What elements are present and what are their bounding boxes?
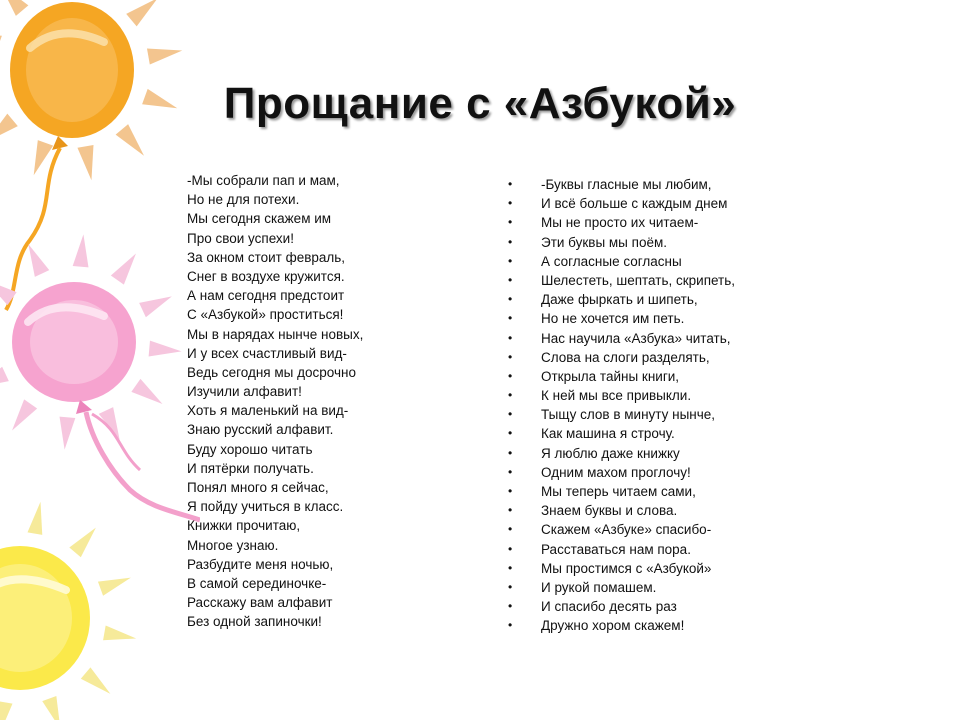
bullet-icon: • [508, 330, 513, 345]
bullet-icon: • [508, 311, 513, 326]
poem-line: За окном стоит февраль, [187, 249, 346, 265]
sun-ray [69, 528, 96, 558]
poem-line [508, 463, 735, 482]
poem-line [508, 540, 735, 559]
poem-line-text: Эти буквы мы поём. [541, 234, 667, 250]
poem-line: -Мы собрали пап и мам, [187, 173, 340, 188]
bullet-icon: • [508, 579, 513, 594]
bullet-icon: • [508, 464, 513, 479]
sun-ray [0, 32, 2, 51]
sun-ray [0, 701, 13, 720]
poem-line-text: Открыла тайны книги, [541, 368, 680, 384]
sun-ray [99, 407, 120, 440]
bullet-icon: • [508, 426, 513, 441]
bullet-icon: • [508, 177, 513, 191]
poem-line-text: Расставаться нам пора. [541, 541, 691, 557]
sun-ray [73, 234, 89, 267]
poem-line-text: Шелестеть, шептать, скрипеть, [541, 272, 736, 288]
poem-line [508, 616, 735, 635]
poem-line [508, 271, 735, 290]
poem-line: Хоть я маленький на вид- [187, 403, 349, 419]
poem-line: Я пойду учиться в класс. [187, 499, 344, 515]
poem-line-text: Знаем буквы и слова. [541, 503, 678, 519]
poem-line [508, 290, 735, 309]
sun-ray [149, 341, 182, 357]
sun-ray [27, 502, 42, 535]
poem-line: Мы в нарядах нынче новых, [187, 326, 364, 342]
poem-line-text: Слова на слоги разделять, [541, 349, 710, 365]
poem-line-text: Тыщу слов в минуту нынче, [541, 407, 716, 423]
poem-line: Снег в воздухе кружится. [187, 268, 345, 284]
poem-line [508, 405, 735, 424]
sun-ray [12, 399, 37, 430]
bullet-icon: • [508, 522, 513, 537]
poem-line-text: Но не хочется им петь. [541, 311, 685, 327]
poem-line [508, 482, 735, 501]
bullet-icon: • [508, 484, 513, 498]
bullet-icon: • [508, 599, 513, 614]
sun-ray [126, 0, 158, 26]
poem-line [508, 194, 735, 213]
poem-line [508, 559, 735, 578]
poem-line: Но не для потехи. [187, 192, 300, 208]
poem-line [508, 520, 735, 539]
poem-line-text: И рукой помашем. [541, 579, 657, 595]
poem-line [508, 233, 735, 252]
sun-ray [59, 417, 75, 450]
pink-balloon-icon [0, 234, 200, 520]
bullet-icon: • [508, 560, 513, 575]
yellow-balloon-icon [0, 502, 136, 720]
bullet-icon: • [508, 253, 513, 268]
poem-line: А нам сегодня предстоит [187, 288, 345, 304]
poem-line: И пятёрки получать. [187, 460, 314, 476]
poem-line [508, 424, 735, 443]
poem-line-text: Я люблю даже книжку [541, 445, 680, 461]
poem-line [508, 367, 735, 386]
poem-line-text: Мы теперь читаем сами, [541, 484, 696, 499]
bullet-icon: • [508, 196, 513, 211]
poem-line: С «Азбукой» проститься! [187, 307, 344, 323]
sun-ray [0, 367, 9, 388]
page-title: Прощание с «Азбукой» [223, 79, 737, 128]
sun-ray [139, 296, 172, 317]
poem-line: Про свои успехи! [187, 230, 294, 246]
bullet-icon: • [508, 234, 513, 249]
poem-line: Изучили алфавит! [187, 384, 302, 400]
bullet-icon: • [508, 503, 513, 518]
poem-line-text: И всё больше с каждым днем [541, 196, 728, 212]
poem-line: Ведь сегодня мы досрочно [187, 364, 356, 380]
poem-line: Книжки прочитаю, [187, 518, 301, 534]
poem-line: В самой серединочке- [187, 575, 327, 591]
poem-line: Разбудите меня ночью, [187, 556, 334, 572]
bullet-icon: • [508, 541, 513, 556]
poem-line: Знаю русский алфавит. [187, 422, 334, 438]
poem-line-text: А согласные согласны [541, 253, 682, 269]
poem-line [508, 444, 735, 463]
poem-line-text: -Буквы гласные мы любим, [541, 177, 712, 192]
poem-line: Понял много я сейчас, [187, 480, 329, 495]
sun-ray [77, 145, 93, 180]
bullet-icon: • [508, 407, 513, 422]
sun-ray [131, 379, 162, 404]
sun-ray [98, 578, 131, 596]
sun-ray [42, 696, 60, 720]
bullet-icon: • [508, 272, 513, 287]
poem-line [508, 252, 735, 271]
poem-line-text: Как машина я строчу. [541, 426, 675, 442]
poem-line: Буду хорошо читать [187, 441, 313, 457]
poem-line-text: Дружно хором скажем! [541, 618, 685, 634]
poem-left-column [187, 171, 363, 632]
poem-line: Без одной запиночки! [187, 614, 322, 630]
poem-line: Мы сегодня скажем им [187, 211, 332, 227]
poem-line: Расскажу вам алфавит [187, 595, 333, 611]
poem-line [508, 213, 735, 232]
bullet-icon: • [508, 349, 513, 364]
poem-line [508, 329, 735, 348]
bullet-icon: • [508, 215, 513, 230]
poem-line-text: К ней мы все привыкли. [541, 388, 692, 404]
bullet-icon: • [508, 445, 513, 460]
poem-line-text: Одним махом проглочу! [541, 464, 691, 480]
poem-line-text: Даже фыркать и шипеть, [541, 292, 698, 308]
bullet-icon: • [508, 368, 513, 383]
sun-ray [111, 254, 136, 285]
poem-line-text: Мы не просто их читаем- [541, 215, 699, 231]
poem-line: Многое узнаю. [187, 537, 279, 553]
poem-line [508, 348, 735, 367]
sun-ray [103, 625, 136, 640]
poem-line-text: Мы простимся с «Азбукой» [541, 560, 712, 576]
sun-ray [147, 49, 182, 65]
bullet-icon: • [508, 292, 513, 307]
poem-line [508, 386, 735, 405]
poem-line [508, 578, 735, 597]
orange-balloon-icon [0, 0, 182, 310]
poem-line [508, 309, 735, 328]
sun-ray [81, 667, 111, 694]
bullet-icon: • [508, 388, 513, 403]
sun-ray [0, 0, 28, 16]
poem-line [508, 501, 735, 520]
poem-line [508, 597, 735, 616]
bullet-icon: • [508, 618, 513, 633]
poem-line-text: Нас научила «Азбука» читать, [541, 330, 731, 346]
poem-line-text: Скажем «Азбуке» спасибо- [541, 522, 712, 538]
poem-line-text: И спасибо десять раз [541, 599, 677, 615]
sun-ray [28, 244, 49, 277]
poem-line [508, 175, 735, 194]
poem-line: И у всех счастливый вид- [187, 345, 347, 361]
poem-right-column [508, 175, 735, 636]
